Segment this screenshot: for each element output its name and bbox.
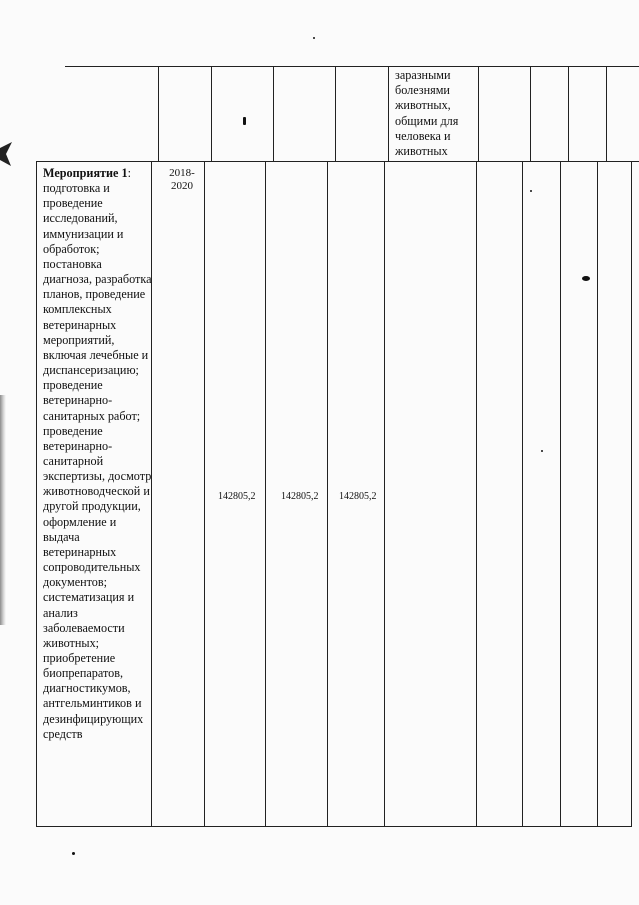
col-line (478, 66, 479, 162)
col-line (522, 161, 523, 827)
col-line (597, 161, 598, 827)
event-description-cell (43, 166, 153, 742)
col-line (335, 66, 336, 162)
row-divider (36, 161, 639, 162)
scan-speck (313, 37, 315, 39)
scan-speck (541, 450, 543, 452)
event-title-suffix: : (127, 166, 131, 180)
col-line (530, 66, 531, 162)
col-line (560, 161, 561, 827)
col-line (265, 161, 266, 827)
col-line (568, 66, 569, 162)
col-line (384, 161, 385, 827)
col-line (158, 66, 159, 162)
table-left-border (36, 161, 37, 827)
continued-row-text: заразными болезнями животных, общими для человека и животных (395, 68, 459, 159)
table-top-border (65, 66, 639, 67)
scan-speck (243, 117, 246, 125)
scan-edge-mark (0, 140, 14, 168)
col-line (273, 66, 274, 162)
col-line (606, 66, 607, 162)
event-description: подготовка и проведение исследований, иммунизации и обработок; постановка диагноза, разработка планов, проведение комплексных ветеринарных мероприятий, включая лечебные и диспансеризацию; проведение ветеринарно-санитарных работ; проведение ветеринарно-санитарной экспертизы, досмотр животноводческой и другой продукции, оформление и выдача ветеринарных сопроводительных документов; систематизация и анализ заболеваемости животных; приобретение биопрепаратов, диагностикумов, антгельминтиков и дезинфицирующих средств (43, 181, 152, 741)
table-right-border (631, 161, 632, 827)
scan-speck (72, 852, 75, 855)
amount-value: 142805,2 (281, 491, 319, 502)
scan-shadow (0, 395, 6, 625)
scan-speck (582, 276, 590, 281)
amount-value: 142805,2 (218, 491, 256, 502)
event-years: 2018- 2020 (169, 167, 195, 192)
event-title: Мероприятие 1 (43, 166, 128, 180)
col-line (476, 161, 477, 827)
scan-speck (530, 190, 532, 192)
amount-value: 142805,2 (339, 491, 377, 502)
col-line (204, 161, 205, 827)
table-bottom-border (36, 826, 632, 827)
col-line (388, 66, 389, 162)
col-line (211, 66, 212, 162)
col-line (327, 161, 328, 827)
